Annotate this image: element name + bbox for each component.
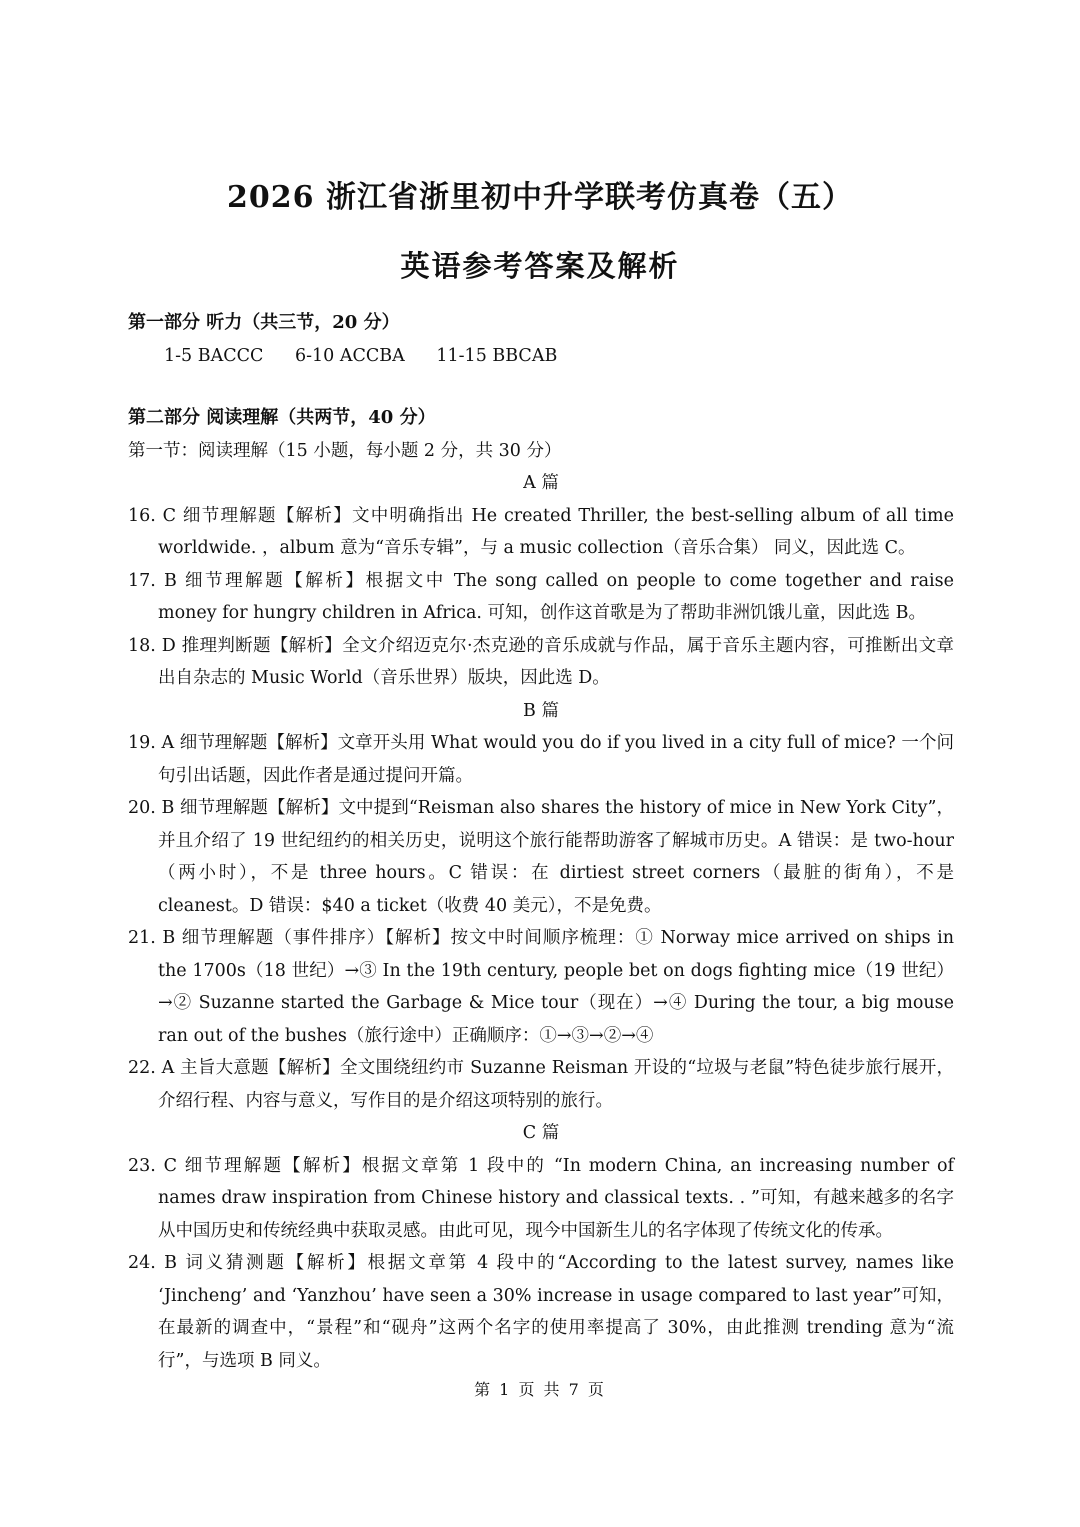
document-subtitle: 英语参考答案及解析 [400, 249, 680, 283]
answer-item-17: 17. B 细节理解题【解析】根据文中 The song called on people to come together and raise money for hungry children in Africa. 可知，创作这首歌是为了帮助非洲饥饿儿童，因此选 B。 [128, 570, 954, 623]
document-title: 2026 浙江省浙里初中升学联考仿真卷（五） [227, 180, 853, 215]
document-body [128, 307, 954, 1377]
answer-item-16: 16. C 细节理解题【解析】文中明确指出 He created Thriller, the best-selling album of all time worldwide. ，album 意为“音乐专辑”，与 a music collection（音乐合集） 同义，因此选 C。 [128, 505, 954, 558]
page-footer: 第 1 页 共 7 页 [474, 1380, 606, 1399]
answer-item-24: 24. B 词义猜测题【解析】根据文章第 4 段中的“According to the latest survey, names like ‘Jincheng’ and ‘Yanzhou’ have seen a 30% increase in usage compared to last year”可知，在最新的调查中，“景程”和“砚舟”这两个名字的使用率提高了 30%，由此推测 trending 意为“流行”，与选项 B 同义。 [128, 1253, 954, 1371]
listening-answers [128, 340, 954, 373]
answer-item-19: 19. A 细节理解题【解析】文章开头用 What would you do if you lived in a city full of mice? 一个问句引出话题，因此作者是通过提问开篇。 [128, 733, 954, 786]
section1-heading: 第一节：阅读理解（15 小题，每小题 2 分，共 30 分） [128, 440, 562, 461]
answer-group-3: 11-15 BBCAB [436, 345, 558, 366]
answer-item-18: 18. D 推理判断题【解析】全文介绍迈克尔·杰克逊的音乐成就与作品，属于音乐主题内容，可推断出文章出自杂志的 Music World（音乐世界）版块，因此选 D。 [128, 635, 954, 688]
passage-a-label: A 篇 [523, 473, 559, 493]
answer-group-2: 6-10 ACCBA [295, 345, 405, 366]
answer-item-23: 23. C 细节理解题【解析】根据文章第 1 段中的 “In modern China, an increasing number of names draw inspiration from Chinese history and classical texts. . ”可知，有越来越多的名字从中国历史和传统经典中获取灵感。由此可见，现今中国新生儿的名字体现了传统文化的传承。 [128, 1155, 954, 1241]
passage-b-label: B 篇 [523, 700, 559, 721]
part2-heading: 第二部分 阅读理解（共两节，40 分） [128, 407, 436, 428]
passage-c-label: C 篇 [522, 1123, 560, 1143]
part1-heading: 第一部分 听力（共三节，20 分） [128, 312, 400, 333]
answer-item-22: 22. A 主旨大意题【解析】全文围绕纽约市 Suzanne Reisman 开设的“垃圾与老鼠”特色徒步旅行展开，介绍行程、内容与意义，写作目的是介绍这项特别的旅行。 [128, 1058, 954, 1111]
answer-item-20: 20. B 细节理解题【解析】文中提到“Reisman also shares the history of mice in New York City”，并且介绍了 19 世纪纽约的相关历史，说明这个旅行能帮助游客了解城市历史。A 错误：是 two-hour（两小时），不是 three hours。C 错误：在 dirtiest street corners（最脏的街角），不是 cleanest。D 错误：$40 a ticket（收费 40 美元），不是免费。 [128, 798, 954, 916]
answer-group-1: 1-5 BACCC [164, 345, 264, 366]
answer-item-21: 21. B 细节理解题（事件排序）【解析】按文中时间顺序梳理：① Norway mice arrived on ships in the 1700s（18 世纪）→③ In the 19th century, people bet on dogs fighting mice（19 世纪）→② Suzanne started the Garbage & Mice tour（现在）→④ During the tour, a big mouse ran out of the bushes（旅行途中）正确顺序：①→③→②→④ [128, 928, 954, 1046]
